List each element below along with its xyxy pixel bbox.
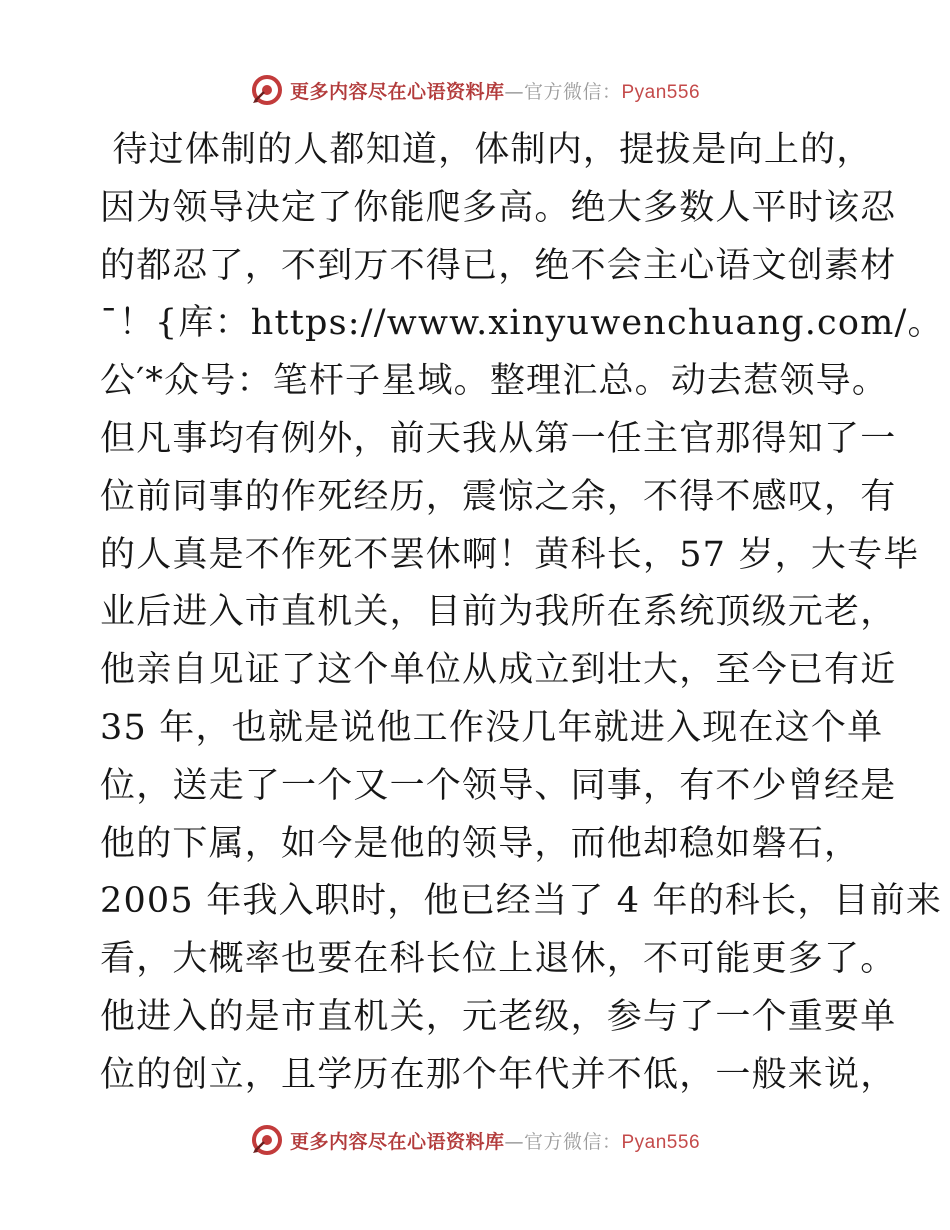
document-line: 位前同事的作死经历，震惊之余，不得不感叹，有 <box>100 476 897 517</box>
document-line: 他亲自见证了这个单位从成立到壮大，至今已有近 <box>100 650 897 691</box>
document-line: 因为领导决定了你能爬多高。绝大多数人平时该忍 <box>100 187 897 228</box>
footer-separator: — <box>504 1130 524 1153</box>
document-line: 但凡事均有例外，前天我从第一任主官那得知了一 <box>100 418 897 459</box>
document-body <box>100 122 944 1105</box>
document-line: 他的下属，如今是他的领导，而他却稳如磐石， <box>100 823 861 864</box>
document-line: 他进入的是市直机关，元老级，参与了一个重要单 <box>100 996 897 1037</box>
document-line: 位，送走了一个又一个领导、同事，有不少曾经是 <box>100 765 897 806</box>
footer-slogan: 更多内容尽在心语资料库 <box>289 1130 505 1153</box>
document-line: 待过体制的人都知道，体制内，提拔是向上的， <box>100 130 873 170</box>
header-slogan: 更多内容尽在心语资料库 <box>289 80 505 103</box>
header-banner-text <box>290 77 700 104</box>
document-line: 位的创立，且学历在那个年代并不低，一般来说， <box>100 1054 897 1095</box>
document-line: 的都忍了，不到万不得已，绝不会主心语文创素材 <box>100 245 897 286</box>
footer-banner <box>0 1120 950 1160</box>
document-line: 35 年，也就是说他工作没几年就进入现在这个单 <box>100 707 884 748</box>
header-wechat-label: 官方微信： <box>523 80 622 103</box>
document-line: ¯！{库：https://www.xinyuwenchuang.com/。 <box>100 303 944 344</box>
red-circle-arrow-logo-icon <box>250 73 284 107</box>
document-line: 的人真是不作死不罢休啊！黄科长，57 岁，大专毕 <box>100 534 920 575</box>
red-circle-arrow-logo-icon <box>250 1123 284 1157</box>
document-line: 公′*众号：笔杆子星域。整理汇总。动去惹领导。 <box>100 361 889 402</box>
footer-wechat-label: 官方微信： <box>523 1130 622 1153</box>
header-wechat-id: Pyan556 <box>621 81 701 103</box>
document-line: 业后进入市直机关，目前为我所在系统顶级元老， <box>100 592 897 633</box>
footer-banner-text <box>290 1127 700 1154</box>
document-line: 看，大概率也要在科长位上退休，不可能更多了。 <box>100 939 897 980</box>
footer-wechat-id: Pyan556 <box>621 1131 701 1153</box>
header-banner <box>0 70 950 110</box>
document-line: 2005 年我入职时，他已经当了 4 年的科长，目前来 <box>100 881 943 922</box>
header-separator: — <box>504 80 524 103</box>
